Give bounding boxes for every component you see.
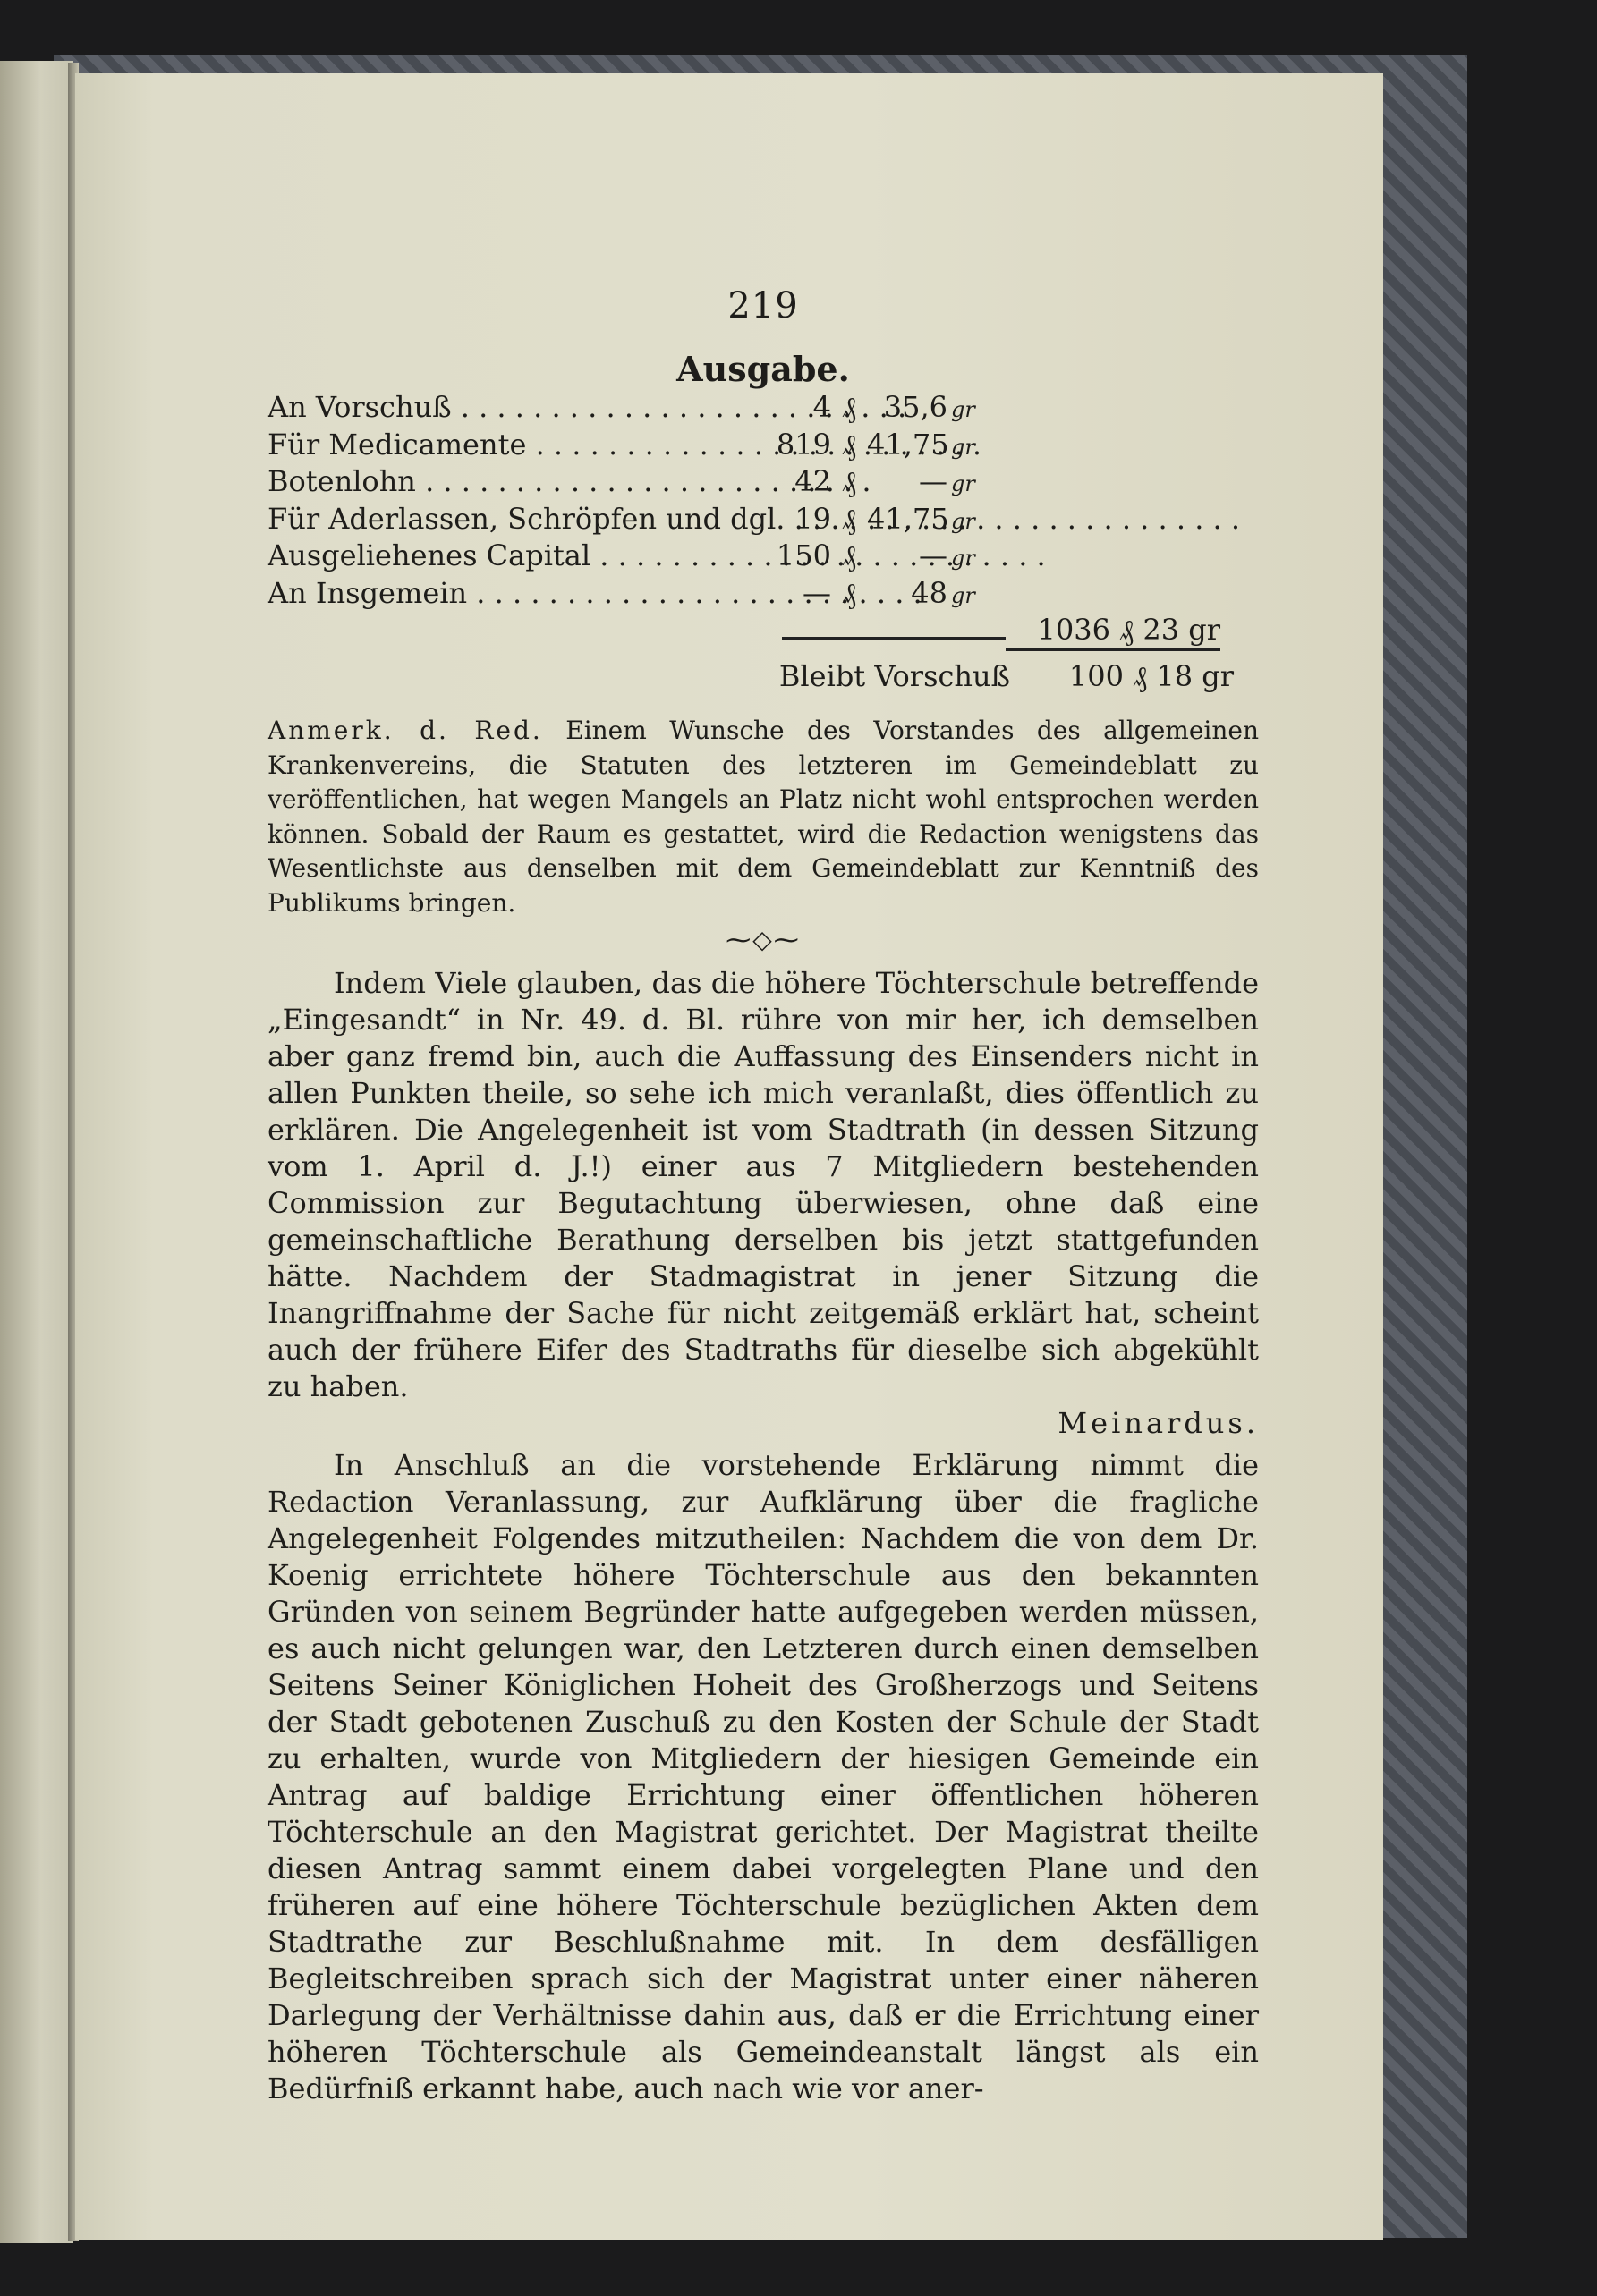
expense-thaler: 19 — [794, 501, 831, 536]
expense-thaler: 42 — [794, 464, 831, 498]
total-value: 1036 ₰ 23 gr — [1006, 612, 1220, 651]
expense-row — [268, 427, 1259, 464]
expense-groschen: — — [919, 464, 947, 498]
expense-groschen: 35,6 — [883, 390, 947, 424]
groschen-unit: gr — [951, 508, 975, 534]
thaler-symbol: ₰ — [842, 390, 856, 424]
balance-row — [268, 653, 1259, 703]
groschen-unit: gr — [951, 434, 975, 460]
groschen-unit: gr — [951, 546, 975, 571]
paragraph-editorial: In Anschluß an die vorstehende Erklärung nimmt die Redaction Veranlassung, zur Aufklärung über die fragliche Angelegenheit Folgendes mitzutheilen: Nachdem die von dem Dr. Koenig errichtete höhere Töchterschule aus den bekannten Gründen von seinem Begründer hatte aufgegeben werden müssen, es auch nicht gelungen war, den Letzteren durch einen demselben Seitens Seiner Königlichen Hoheit des Großherzogs und Seitens der Stadt gebotenen Zuschuß zu den Kosten der Schule der Stadt zu erhalten, wurde von Mitgliedern der hiesigen Gemeinde ein Antrag auf baldige Errichtung einer öffentlichen höheren Töchterschule an den Magistrat gerichtet. Der Magistrat theilte diesen Antrag sammt einem dabei vorgelegten Plane und den früheren auf eine höhere Töchterschule bezüglichen Akten dem Stadtrathe zur Beschlußnahme mit. In dem desfälligen Begleitschreiben sprach sich der Magistrat unter einer näheren Darlegung der Verhältnisse dahin aus, daß er die Errichtung einer höheren Töchterschule als Gemeindeanstalt längst als ein Bedürfniß erkannt habe, auch nach wie vor aner- — [268, 1448, 1259, 2105]
expense-label: Ausgeliehenes Capital . . . — [268, 538, 733, 574]
thaler-symbol: ₰ — [842, 464, 856, 498]
expense-row — [268, 501, 1259, 538]
note-text: Einem Wunsche des Vorstandes des allgemeinen Krankenvereins, die Statuten des letzteren im Gemeindeblatt zu veröffentlichen, hat wegen Mangels an Platz nicht wohl entsprochen werden können. Sobald der Raum es gestattet, wird die Redaction wenigstens das Wesentlichste aus denselben mit dem Gemeindeblatt zur Kenntniß des Publikums bringen. — [268, 716, 1259, 918]
expense-row — [268, 575, 1259, 613]
note-lead: Anmerk. d. Red. — [268, 716, 543, 745]
balance-value: 100 ₰ 18 gr — [1068, 659, 1234, 693]
page-number: 219 — [727, 285, 799, 326]
groschen-unit: gr — [951, 471, 975, 496]
expense-label: An Insgemein . . . — [268, 575, 733, 612]
ornament-divider: ⁓◇⁓ — [726, 925, 801, 954]
thaler-symbol: ₰ — [842, 575, 856, 610]
expense-table — [268, 389, 1259, 703]
expense-label: Für Medicamente . . . — [268, 427, 733, 463]
editor-note — [268, 714, 1259, 920]
expense-groschen: — — [919, 538, 947, 572]
section-heading: Ausgabe. — [676, 348, 850, 389]
expense-row — [268, 463, 1259, 501]
expense-label: Für Aderlassen, Schröpfen und dgl. . . . — [268, 501, 733, 538]
groschen-unit: gr — [951, 397, 975, 422]
thaler-symbol: ₰ — [842, 501, 856, 536]
book-page — [75, 73, 1383, 2240]
thaler-symbol: ₰ — [842, 538, 856, 572]
expense-thaler: 4 — [812, 390, 831, 424]
left-page-edge — [0, 61, 73, 2243]
expense-thaler: 150 — [776, 538, 831, 572]
expense-groschen: 48 — [911, 575, 947, 610]
balance-label: Bleibt Vorschuß — [778, 659, 1010, 693]
expense-groschen: 41,75 — [867, 427, 949, 462]
expense-label: Botenlohn . . . — [268, 463, 733, 500]
paragraph-statement: Indem Viele glauben, das die höhere Töchterschule betreffende „Eingesandt“ in Nr. 49. d. Bl. rühre von mir her, ich demselben aber ganz fremd bin, auch die Auffassung des Einsenders nicht in allen Punkten theile, so sehe ich mich veranlaßt, dies öffentlich zu erklären. Die Angelegenheit ist vom Stadtrath (in dessen Sitzung vom 1. April d. J.!) einer aus 7 Mitgliedern bestehenden Commission zur Begutachtung überwiesen, ohne daß eine gemeinschaftliche Berathung derselben bis jetzt stattgefunden hätte. Nachdem der Stadmagistrat in jener Sitzung die Inangriffnahme der Sache für nicht zeitgemäß erklärt hat, scheint auch der frühere Eifer des Stadtraths für dieselbe sich abgekühlt zu haben. — [268, 966, 1259, 1403]
sum-rule — [782, 615, 1006, 640]
page-content — [268, 285, 1259, 2107]
expense-thaler: — — [803, 575, 831, 610]
total-row — [268, 612, 1259, 653]
signature: Meinardus. — [1058, 1406, 1259, 1440]
expense-thaler: 819 — [776, 427, 831, 462]
thaler-symbol: ₰ — [842, 427, 856, 462]
expense-label: An Vorschuß . . . — [268, 389, 733, 426]
expense-row — [268, 389, 1259, 427]
expense-row — [268, 538, 1259, 575]
groschen-unit: gr — [951, 582, 975, 608]
expense-groschen: 41,75 — [867, 501, 949, 536]
